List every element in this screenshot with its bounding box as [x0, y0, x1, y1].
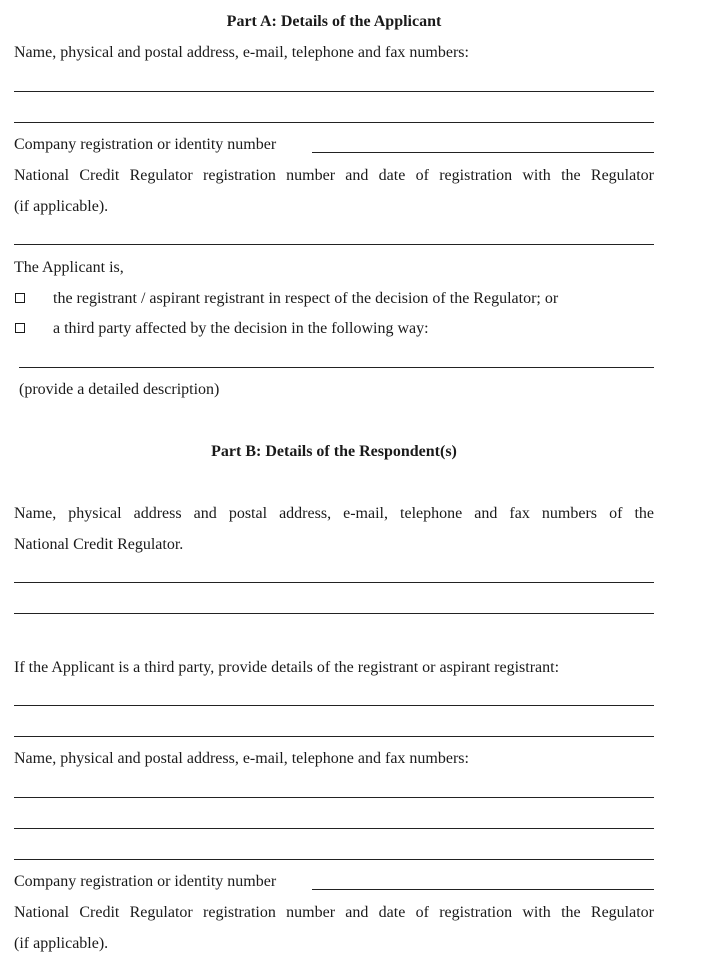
registrant-company-reg-label: Company registration or identity number: [14, 873, 277, 890]
option-registrant-checkbox[interactable]: [15, 293, 25, 303]
registrant-ncr-reg-label-line1: National Credit Regulator registration number and date of registration with the Regulator: [14, 904, 654, 921]
registrant-ncr-reg-label-line2: (if applicable).: [14, 935, 109, 952]
third-party-details-line-2[interactable]: [14, 736, 654, 737]
respondent-label-line1: Name, physical address and postal address, e-mail, telephone and fax numbers of the: [14, 505, 654, 522]
applicant-name-label: Name, physical and postal address, e-mail, telephone and fax numbers:: [14, 44, 469, 61]
option-third-party-checkbox[interactable]: [15, 323, 25, 333]
registrant-name-label: Name, physical and postal address, e-mail, telephone and fax numbers:: [14, 750, 469, 767]
option-third-party-label: a third party affected by the decision in the following way:: [53, 320, 429, 337]
applicant-name-line-1[interactable]: [14, 91, 654, 92]
respondent-line-1[interactable]: [14, 582, 654, 583]
applicant-name-line-2[interactable]: [14, 122, 654, 123]
registrant-name-line-3[interactable]: [14, 859, 654, 860]
registrant-name-line-1[interactable]: [14, 797, 654, 798]
third-party-description-line[interactable]: [19, 367, 654, 368]
applicant-ncr-reg-label-line1: National Credit Regulator registration number and date of registration with the Regulator: [14, 167, 654, 184]
third-party-details-label: If the Applicant is a third party, provide details of the registrant or aspirant registrant:: [14, 659, 560, 676]
respondent-line-2[interactable]: [14, 613, 654, 614]
applicant-ncr-reg-line[interactable]: [14, 244, 654, 245]
registrant-company-reg-line[interactable]: [312, 889, 654, 890]
respondent-label-line2: National Credit Regulator.: [14, 536, 184, 553]
description-hint: (provide a detailed description): [19, 381, 220, 398]
applicant-is-label: The Applicant is,: [14, 259, 124, 276]
option-registrant-label: the registrant / aspirant registrant in respect of the decision of the Regulator; or: [53, 290, 559, 307]
registrant-name-line-2[interactable]: [14, 828, 654, 829]
third-party-details-line-1[interactable]: [14, 705, 654, 706]
part-b-heading: Part B: Details of the Respondent(s): [211, 443, 457, 460]
applicant-company-reg-line[interactable]: [312, 152, 654, 153]
applicant-company-reg-label: Company registration or identity number: [14, 136, 277, 153]
applicant-ncr-reg-label-line2: (if applicable).: [14, 198, 109, 215]
part-a-heading: Part A: Details of the Applicant: [226, 13, 442, 30]
